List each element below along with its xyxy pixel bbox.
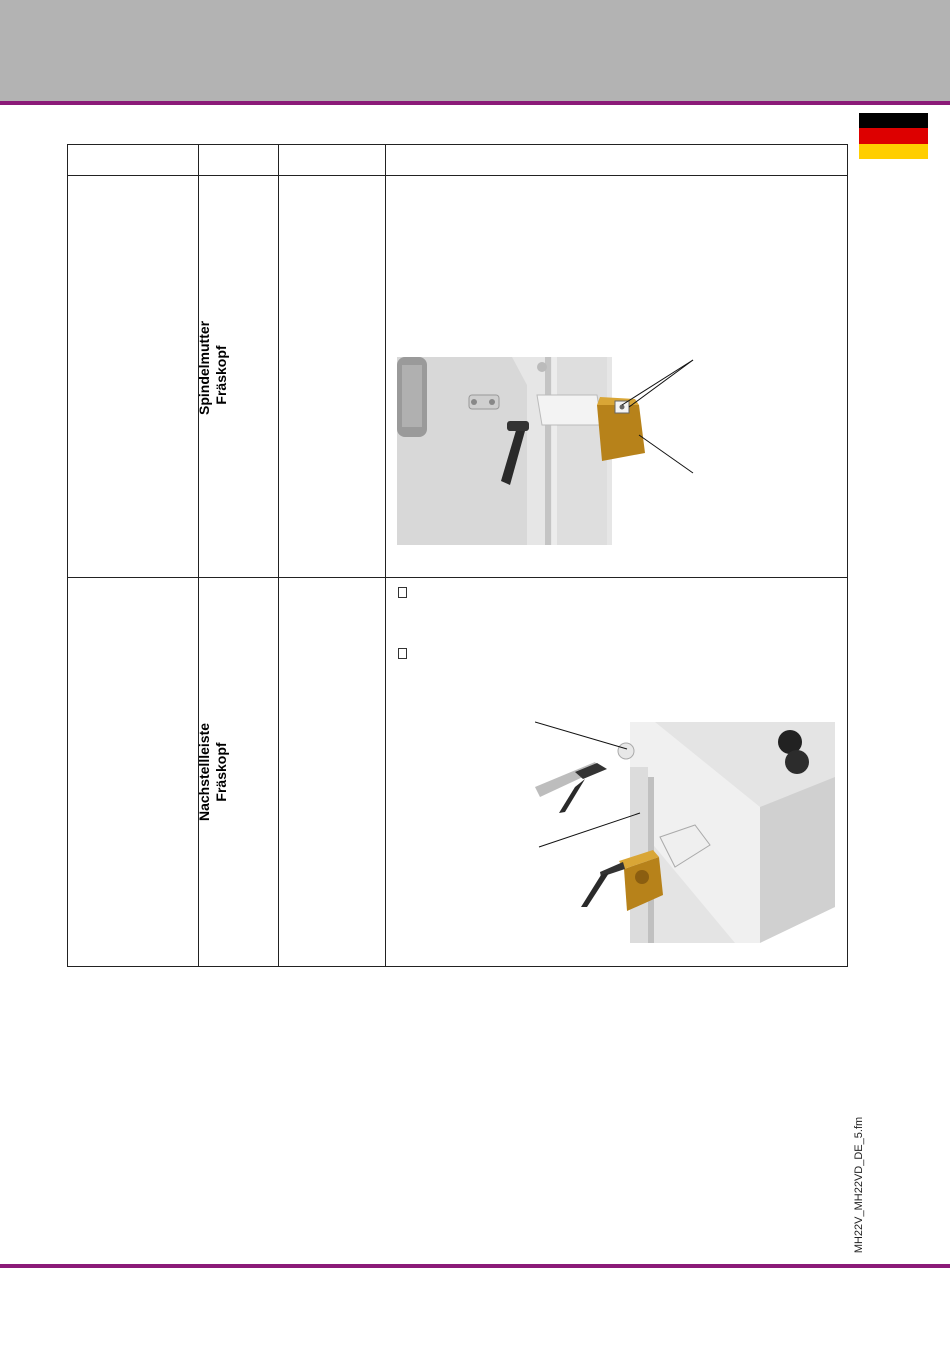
row2-label-line2: Fräskopf: [213, 742, 229, 802]
checkbox-bullet: [398, 587, 407, 598]
row1-component-label: [196, 320, 230, 415]
page-header-band: [0, 0, 950, 101]
spindle-nut-illustration: [397, 355, 707, 547]
footer-accent-line: [0, 1264, 950, 1268]
checkbox-bullet: [398, 648, 407, 659]
row2-component-label: [196, 716, 230, 828]
german-flag-icon: [859, 113, 928, 159]
row1-label-line2: Fräskopf: [213, 345, 229, 405]
row1-label-line1: Spindelmutter: [196, 320, 212, 415]
maintenance-table: [67, 144, 848, 967]
filename-text: MH22V_MH22VD_DE_5.fm: [853, 1116, 865, 1254]
row2-label-line1: Nachstellleiste: [196, 722, 212, 822]
header-accent-line: [0, 101, 950, 105]
document-filename: [852, 1115, 866, 1255]
adjusting-gib-illustration: [535, 717, 841, 943]
